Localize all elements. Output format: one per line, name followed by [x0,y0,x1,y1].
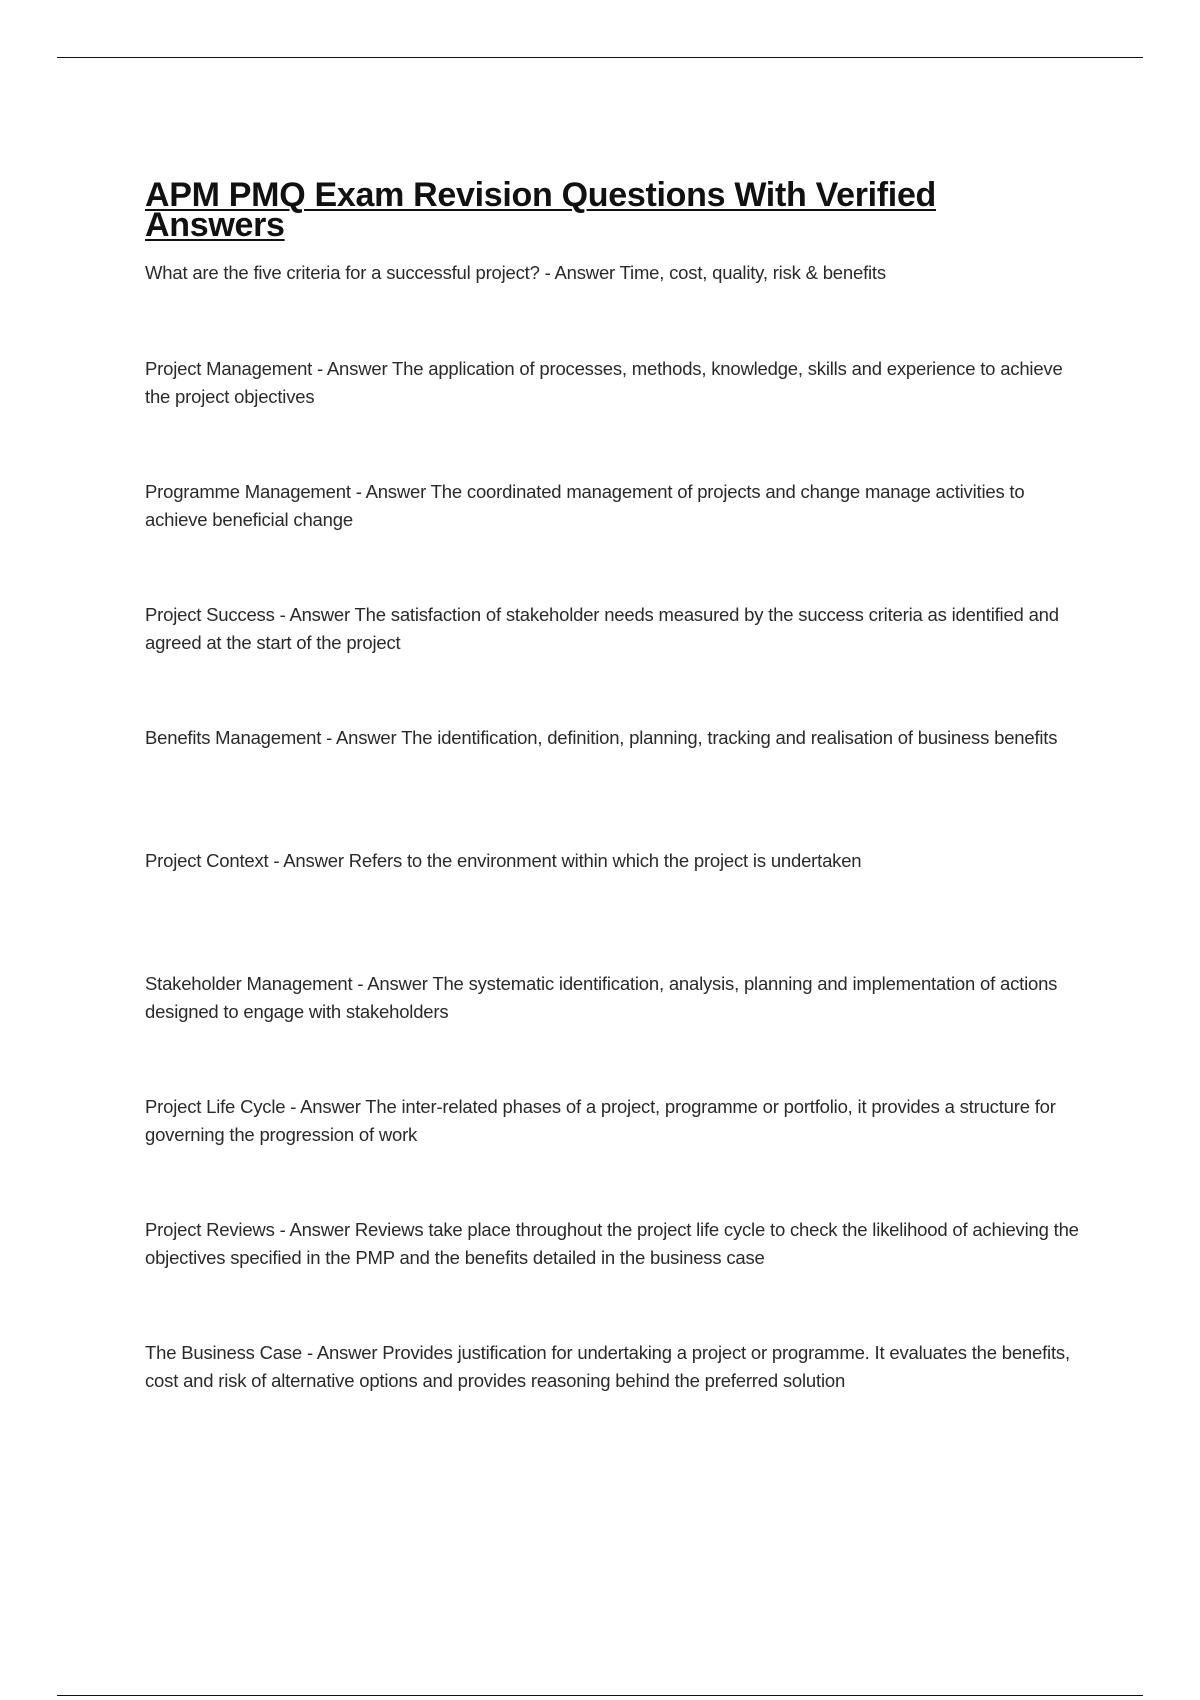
header-rule [57,57,1143,58]
qa-item: Project Management - Answer The application of processes, methods, knowledge, skills and experience to achieve the project objectives [145,357,1063,407]
qa-item: Project Context - Answer Refers to the environment within which the project is undertaken [145,849,862,871]
qa-item: What are the five criteria for a successful project? - Answer Time, cost, quality, risk & benefits [145,261,886,283]
qa-item: Project Life Cycle - Answer The inter-related phases of a project, programme or portfolio, it provides a structure for governing the progression of work [145,1095,1056,1145]
document-body [145,176,1085,1462]
qa-item: The Business Case - Answer Provides justification for undertaking a project or programme. It evaluates the benefits, cost and risk of alternative options and provides reasoning behind the preferred solution [145,1341,1070,1391]
qa-item: Programme Management - Answer The coordinated management of projects and change manage activities to achieve beneficial change [145,480,1025,530]
qa-item: Project Success - Answer The satisfaction of stakeholder needs measured by the success criteria as identified and agreed at the start of the project [145,603,1059,653]
qa-list [145,259,1085,1395]
qa-item: Project Reviews - Answer Reviews take place throughout the project life cycle to check the likelihood of achieving the objectives specified in the PMP and the benefits detailed in the business case [145,1218,1079,1268]
page-title: APM PMQ Exam Revision Questions With Verified Answers [145,176,937,244]
qa-item: Stakeholder Management - Answer The systematic identification, analysis, planning and implementation of actions designed to engage with stakeholders [145,972,1058,1022]
qa-item: Benefits Management - Answer The identification, definition, planning, tracking and realisation of business benefits [145,726,1058,748]
footer-rule [57,1695,1143,1696]
